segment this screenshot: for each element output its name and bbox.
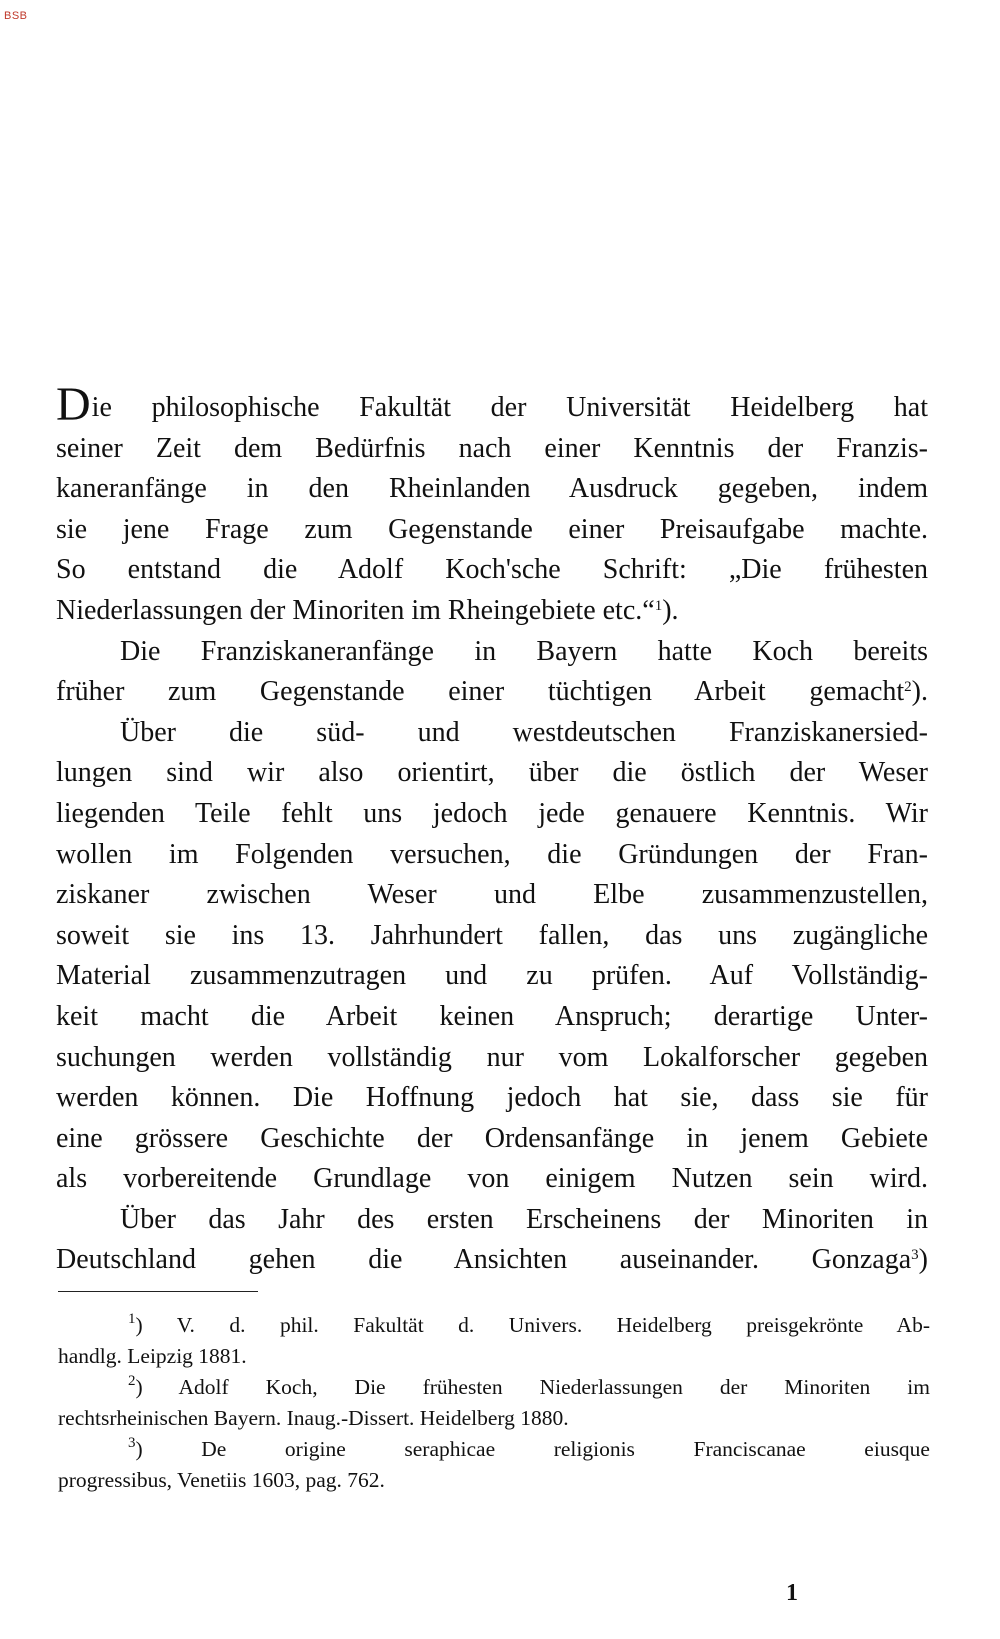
text-line: früher zum Gegenstande einer tüchtigen Arbeit gemacht$^2$). xyxy=(56,676,928,708)
footnote-ref: 3 xyxy=(911,1247,919,1264)
text-line: Niederlassungen der Minoriten im Rheingebiete etc.“$^1$). xyxy=(56,594,679,626)
footnote-ref: 2 xyxy=(904,679,912,696)
library-stamp: BSB xyxy=(4,10,28,22)
footnote-mark: 3 xyxy=(128,1435,136,1451)
text-line: sie jene Frage zum Gegenstande einer Preisaufgabe machte. xyxy=(56,513,928,545)
footnote: $^3$) De origine seraphicae religionis Franciscanae eiusque xyxy=(128,1435,930,1461)
text-line: lungen sind wir also orientirt, über die östlich der Weser xyxy=(56,757,928,789)
footnote-mark: 1 xyxy=(128,1311,136,1327)
text-line: als vorbereitende Grundlage von einigem Nutzen sein wird. xyxy=(56,1163,928,1195)
text-line: So entstand die Adolf Koch'sche Schrift: „Die frühesten xyxy=(56,554,928,586)
text-line: kaneranfänge in den Rheinlanden Ausdruck gegeben, indem xyxy=(56,473,928,505)
text-line: eine grössere Geschichte der Ordensanfänge in jenem Gebiete xyxy=(56,1122,928,1154)
text-line: ziskaner zwischen Weser und Elbe zusammenzustellen, xyxy=(56,879,928,911)
text-line: Material zusammenzutragen und zu prüfen. Auf Vollständig- xyxy=(56,960,928,992)
footnote-mark: 2 xyxy=(128,1373,136,1389)
text-line: werden können. Die Hoffnung jedoch hat sie, dass sie für xyxy=(56,1082,928,1114)
page-number: 1 xyxy=(786,1580,798,1606)
text-line: Über das Jahr des ersten Erscheinens der Minoriten in xyxy=(120,1203,928,1235)
text-line: keit macht die Arbeit keinen Anspruch; derartige Unter- xyxy=(56,1000,928,1032)
text-line: seiner Zeit dem Bedürfnis nach einer Kenntnis der Franzis- xyxy=(56,432,928,464)
footnote-ref: 1 xyxy=(654,597,663,614)
footnote-continuation: progressibus, Venetiis 1603, pag. 762. xyxy=(58,1468,385,1492)
footnote-continuation: handlg. Leipzig 1881. xyxy=(58,1344,247,1368)
main-text xyxy=(56,378,928,1281)
footnote: $^2$) Adolf Koch, Die frühesten Niederlassungen der Minoriten im xyxy=(128,1373,930,1399)
drop-cap: D xyxy=(56,378,91,431)
text-line: suchungen werden vollständig nur vom Lokalforscher gegeben xyxy=(56,1041,928,1073)
text-line: soweit sie ins 13. Jahrhundert fallen, das uns zugängliche xyxy=(56,919,928,951)
text-line: Die Franziskaneranfänge in Bayern hatte Koch bereits xyxy=(120,635,928,667)
footnote: $^1$) V. d. phil. Fakultät d. Univers. Heidelberg preisgekrönte Ab- xyxy=(128,1311,930,1337)
footnote-separator xyxy=(58,1291,258,1292)
footnote-continuation: rechtsrheinischen Bayern. Inaug.-Dissert. Heidelberg 1880. xyxy=(58,1406,569,1430)
text-line: wollen im Folgenden versuchen, die Gründungen der Fran- xyxy=(56,838,928,870)
text-line: Deutschland gehen die Ansichten auseinander. Gonzaga$^3$) xyxy=(56,1244,928,1276)
text-line: Über die süd- und westdeutschen Franziskanersied- xyxy=(120,716,928,748)
footnotes xyxy=(58,1310,930,1496)
text-line: liegenden Teile fehlt uns jedoch jede genauere Kenntnis. Wir xyxy=(56,797,928,829)
text-line: Die philosophische Fakultät der Universität Heidelberg hat xyxy=(56,378,928,431)
